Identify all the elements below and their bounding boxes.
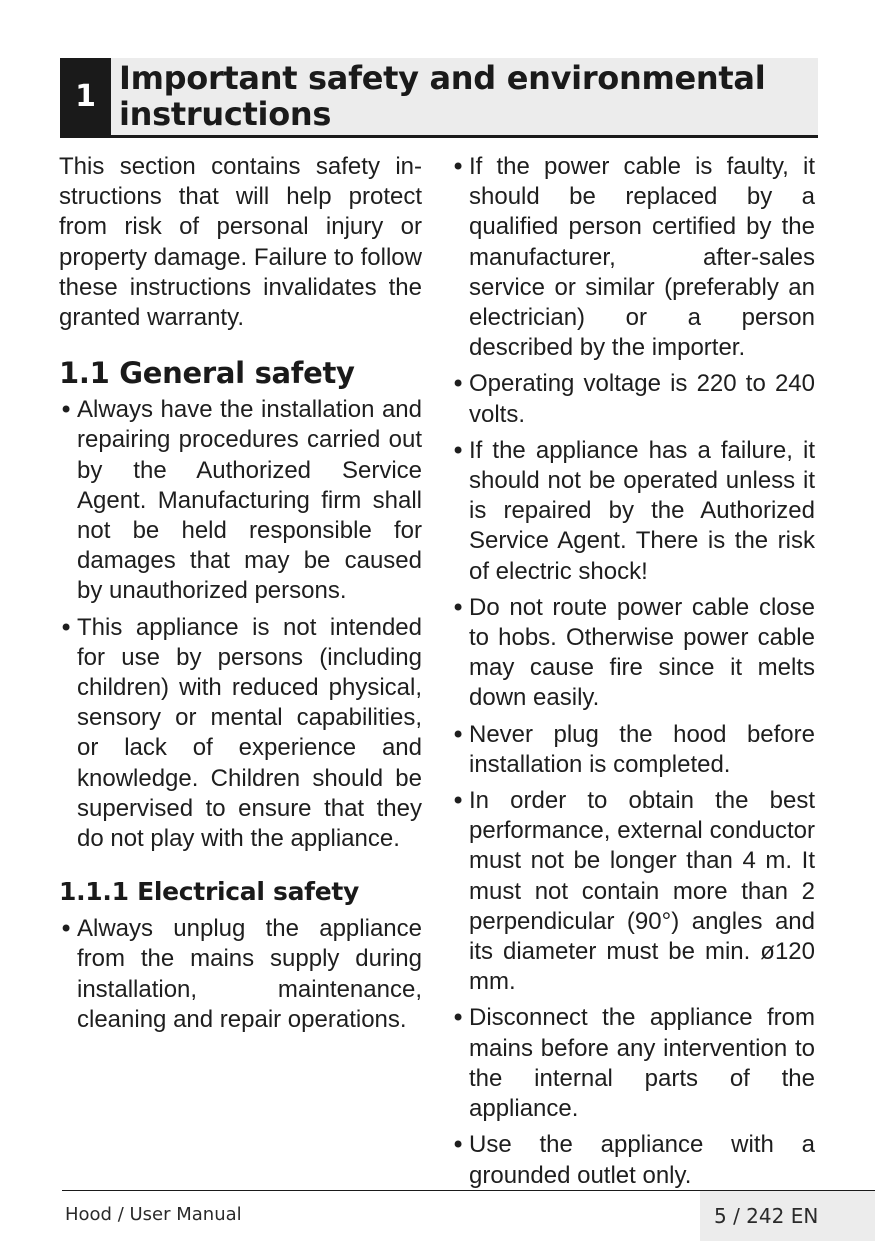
list-item: • Always have the installation and repairing procedures carried out by the Authorized Service Agent. Manufacturing firm shall not be held responsible for damages that may be caused by unauthorized persons. [59,395,422,606]
left-column [59,152,422,1041]
list-item: • If the power cable is faulty, it should be replaced by a qualified person certified by the manufacturer, after-sales service or similar (preferably an electrician) or a person described by the importer. [451,152,815,363]
list-item: • This appliance is not intended for use by persons (including children) with reduced physical, sensory or mental capabilities, or lack of experience and knowledge. Children should be supervised to ensure that they do not play with the appliance. [59,613,422,855]
electrical-safety-list-left [59,914,422,1035]
chapter-number: 1 [60,58,111,135]
footer-page-number: 5 / 242 EN [700,1191,875,1241]
chapter-title: Important safety and environmental instructions [119,59,766,133]
electrical-safety-list-right [451,152,815,1191]
general-safety-heading: 1.1 General safety [59,356,355,391]
list-item: • Always unplug the appliance from the mains supply during installation, maintenance, cleaning and repair operations. [59,914,422,1035]
chapter-header [60,58,818,138]
intro-paragraph: This section contains safety in-structions that will help protect from risk of personal injury or property damage. Failure to follow these instructions invalidates the granted warranty. [59,153,422,332]
list-item: • Operating voltage is 220 to 240 volts. [451,369,815,429]
list-item: • Disconnect the appliance from mains before any intervention to the internal parts of the appliance. [451,1003,815,1124]
footer-manual-title: Hood / User Manual [65,1204,242,1225]
general-safety-list [59,395,422,854]
list-item: • In order to obtain the best performance, external conductor must not be longer than 4 m. It must not contain more than 2 perpendicular (90°) angles and its diameter must be min. ø120 mm. [451,786,815,997]
electrical-safety-heading: 1.1.1 Electrical safety [59,877,360,907]
right-column [451,152,815,1197]
list-item: • Use the appliance with a grounded outlet only. [451,1130,815,1190]
list-item: • Do not route power cable close to hobs. Otherwise power cable may cause fire since it melts down easily. [451,593,815,714]
list-item: • If the appliance has a failure, it should not be operated unless it is repaired by the Authorized Service Agent. There is the risk of electric shock! [451,436,815,587]
list-item: • Never plug the hood before installation is completed. [451,720,815,780]
